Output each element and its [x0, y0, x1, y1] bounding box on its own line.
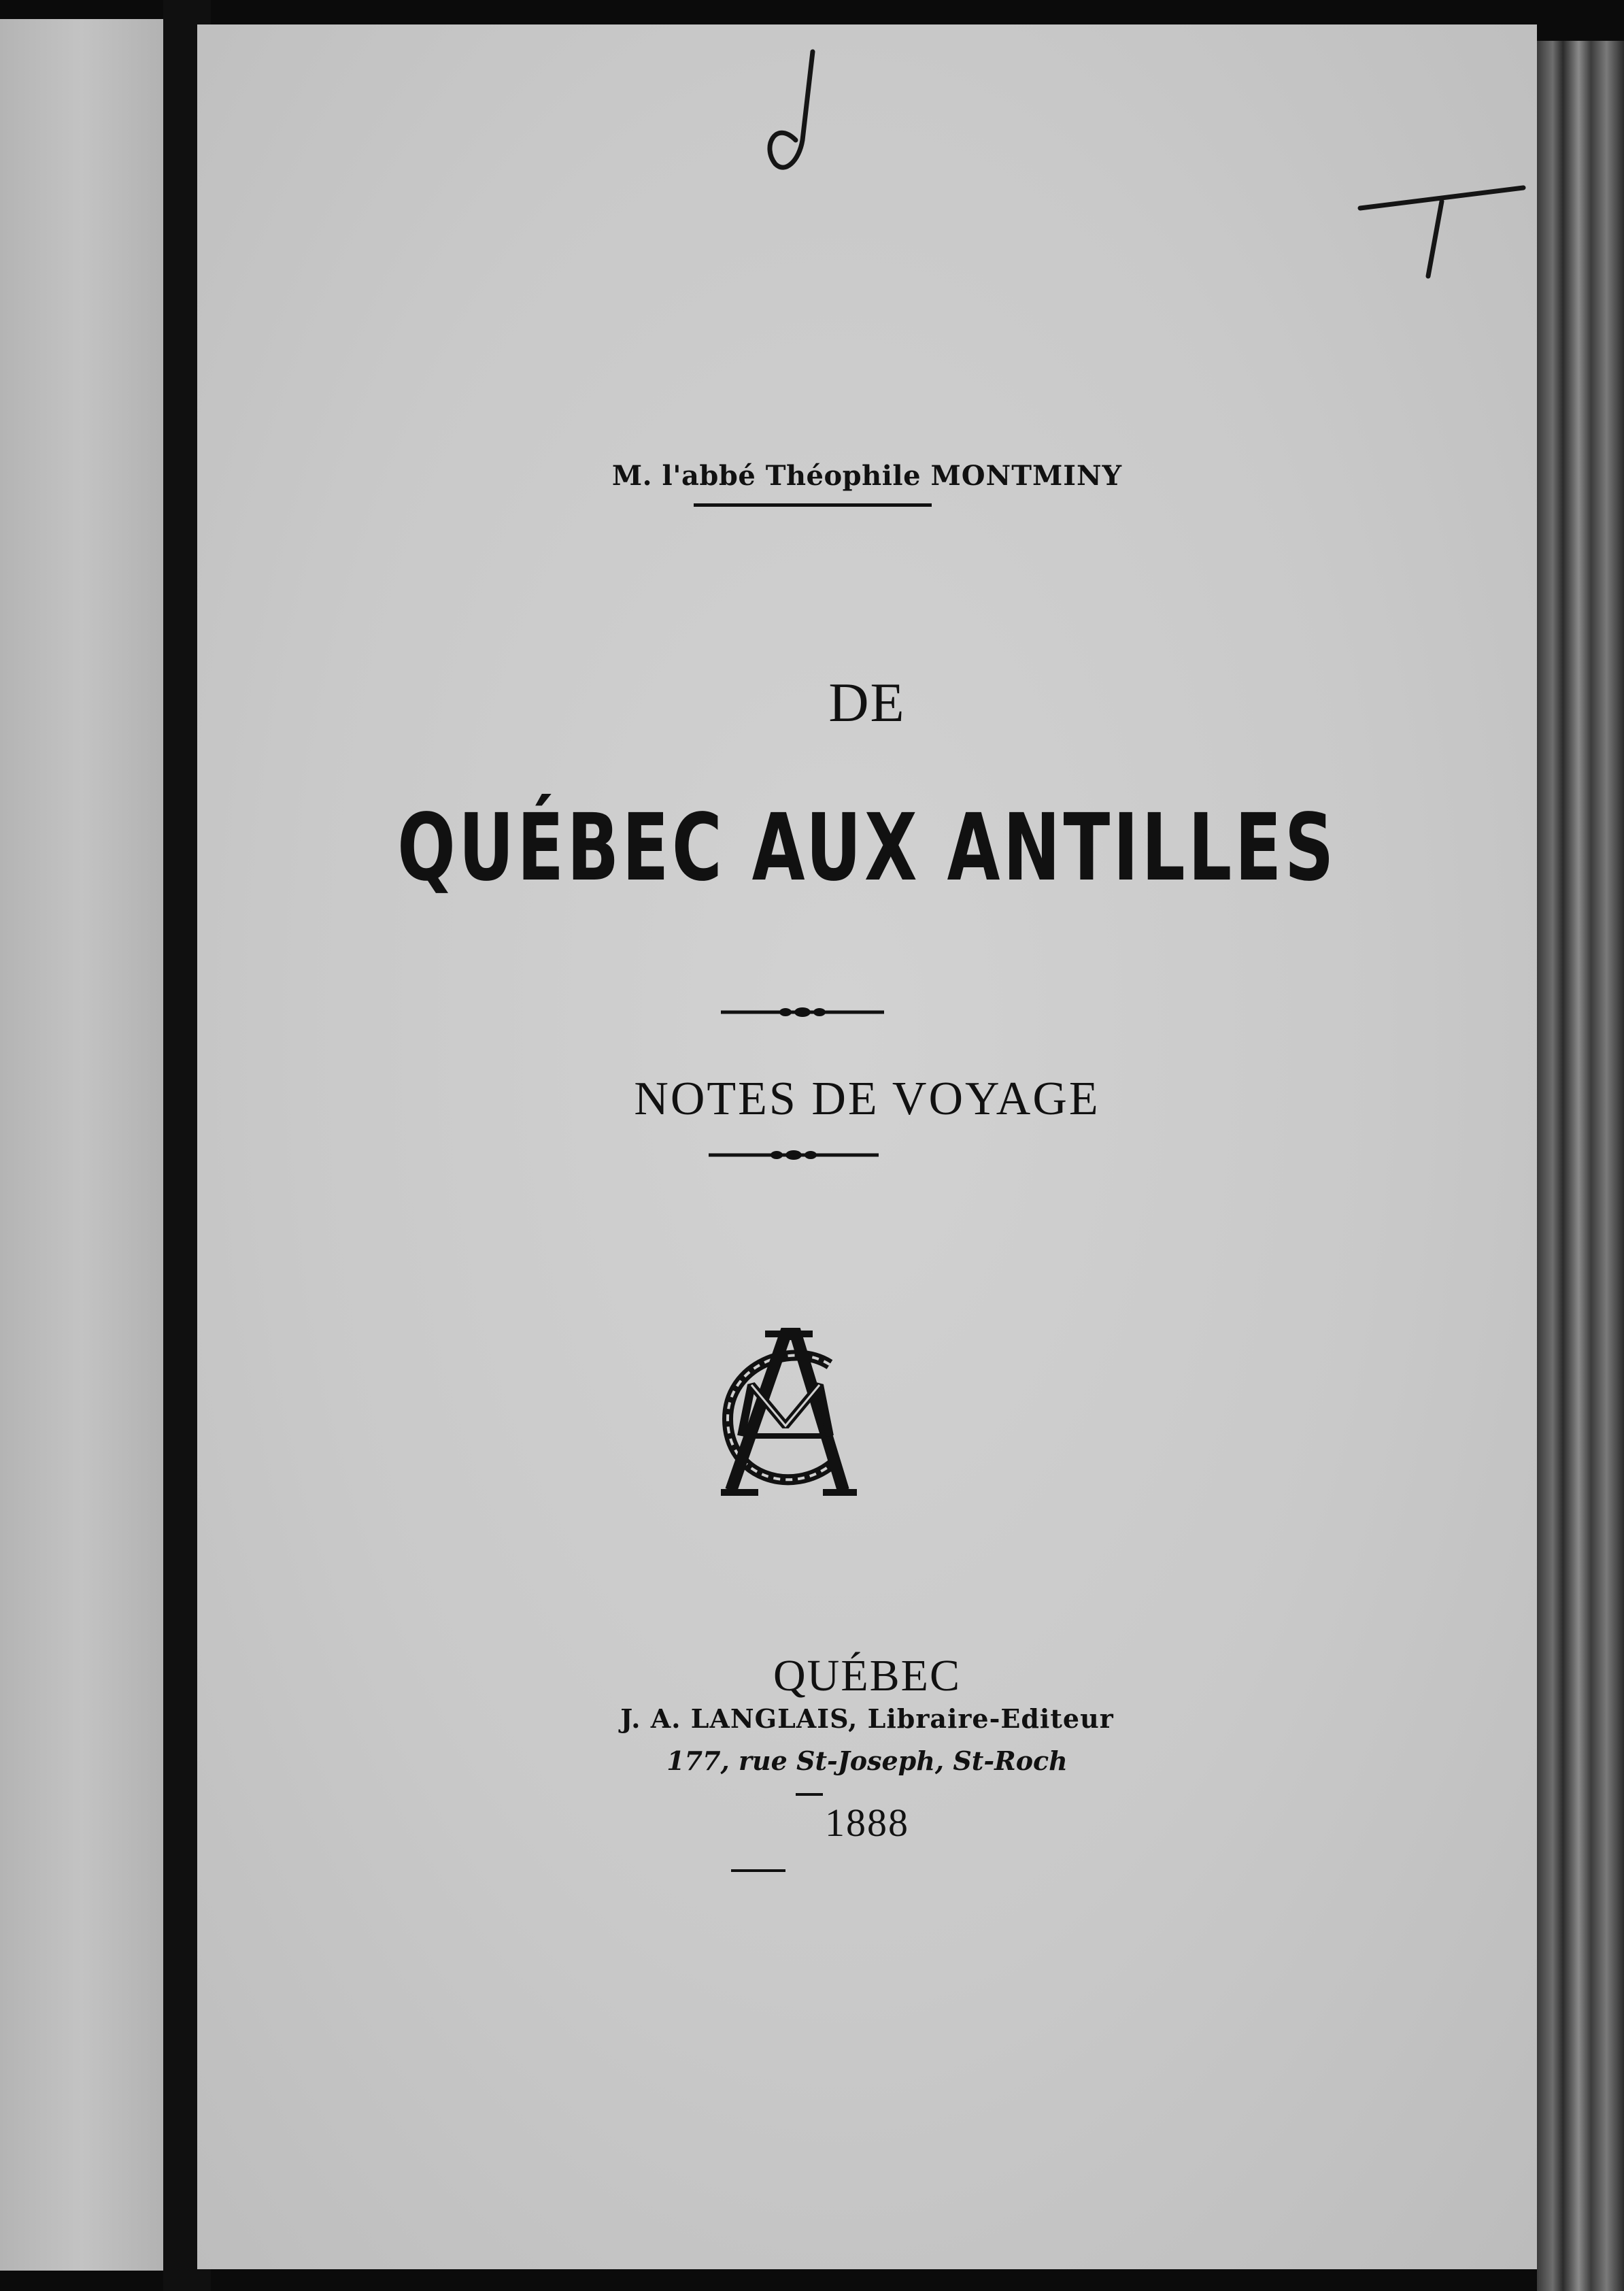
imprint-publisher: J. A. LANGLAIS, Libraire-Editeur: [620, 1703, 1114, 1734]
book-title: QUÉBEC AUX ANTILLES: [397, 795, 1337, 902]
left-page-edge: [0, 19, 163, 2271]
year-divider-top: [796, 1793, 823, 1796]
imprint-year: 1888: [825, 1801, 909, 1845]
imprint-address: 177, rue St-Joseph, St-Roch: [666, 1745, 1068, 1776]
ornamental-divider-top: [721, 1004, 884, 1020]
title-top: DE: [828, 671, 906, 733]
book-binding-edge: [1537, 41, 1624, 2291]
imprint-place: QUÉBEC: [773, 1651, 961, 1701]
author-surname: MONTMINY: [930, 460, 1123, 492]
author-line: [197, 460, 1537, 492]
handwritten-letter-d: [755, 38, 830, 174]
subtitle: NOTES DE VOYAGE: [634, 1073, 1100, 1125]
ornamental-divider-bottom: [709, 1147, 879, 1163]
title-page: [197, 24, 1537, 2269]
handwritten-corner-mark: [1353, 161, 1530, 297]
publisher-monogram-icon: [711, 1317, 867, 1514]
author-prefix: M. l'abbé Théophile: [611, 460, 921, 492]
year-divider-bottom: [731, 1869, 785, 1872]
author-divider: [694, 503, 932, 507]
